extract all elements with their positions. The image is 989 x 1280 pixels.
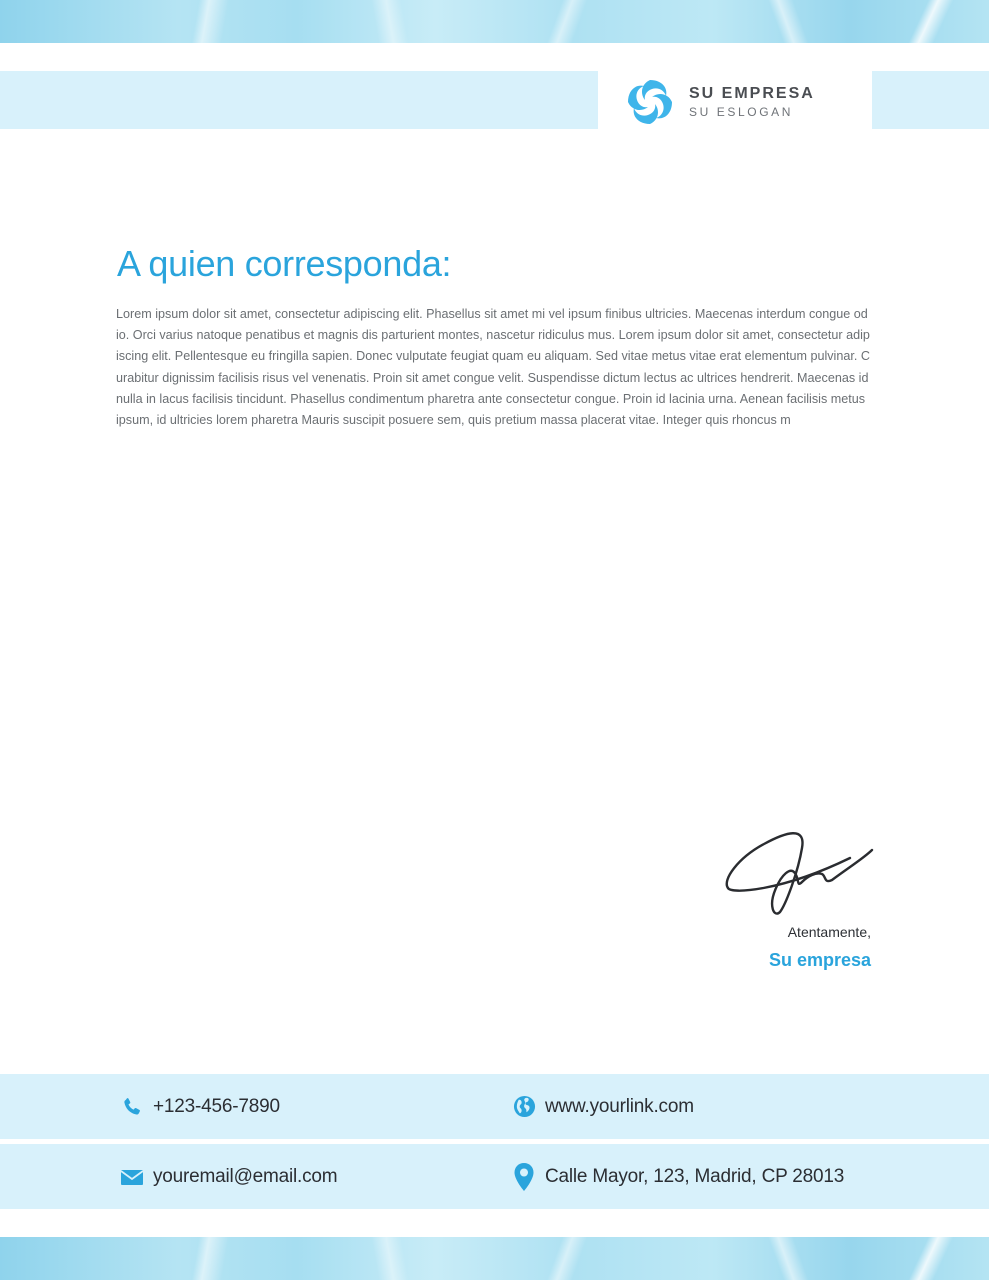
letter-sender: Su empresa — [768, 950, 871, 970]
header-band-right — [872, 71, 989, 129]
address-text: Calle Mayor, 123, Madrid, CP 28013 — [545, 1165, 845, 1187]
swirl-logo-icon — [624, 76, 676, 128]
company-logo — [624, 76, 815, 128]
footer-water-banner — [0, 1237, 989, 1280]
contact-row-1 — [0, 1074, 989, 1139]
envelope-icon — [120, 1165, 144, 1189]
letter-closing: Atentamente, — [787, 924, 871, 940]
phone-number: +123-456-7890 — [153, 1095, 280, 1117]
header-band-left — [0, 71, 598, 129]
contact-phone — [120, 1074, 280, 1139]
signature-image — [720, 822, 880, 922]
map-pin-icon — [512, 1165, 536, 1189]
globe-icon — [512, 1095, 536, 1119]
contact-address — [512, 1144, 844, 1209]
letter-greeting: A quien corresponda: — [117, 243, 452, 284]
company-name: SU EMPRESA — [689, 84, 815, 102]
company-slogan: SU ESLOGAN — [689, 104, 794, 119]
email-link[interactable]: youremail@email.com — [153, 1165, 338, 1187]
website-link[interactable]: www.yourlink.com — [545, 1095, 694, 1117]
letter-body: Lorem ipsum dolor sit amet, consectetur adipiscing elit. Phasellus sit amet mi vel ipsum finibus ultricies. Maecenas interdum congue odio. Orci varius natoque penatibus et magnis dis parturient montes, nascetur ridiculus mus. Lorem ipsum dolor sit amet, consectetur adipiscing elit. Pellentesque eu fringilla sapien. Donec vulputate feugiat quam eu aliquam. Sed vitae metus vitae erat elementum pulvinar. Curabitur dignissim facilisis risus vel venenatis. Proin sit amet congue velit. Suspendisse dictum lectus ac ultrices hendrerit. Maecenas id nulla in lacus facilisis tincidunt. Phasellus condimentum pharetra ante consectetur congue. Proin id lacinia urna. Aenean facilisis metus ipsum, id ultricies lorem pharetra Mauris suscipit posuere sem, quis pretium massa placerat vitae. Integer quis rhoncus m — [116, 307, 870, 428]
contact-row-2 — [0, 1144, 989, 1209]
phone-icon — [120, 1095, 144, 1119]
header-water-banner — [0, 0, 989, 43]
contact-website[interactable] — [512, 1074, 694, 1139]
contact-email[interactable] — [120, 1144, 337, 1209]
